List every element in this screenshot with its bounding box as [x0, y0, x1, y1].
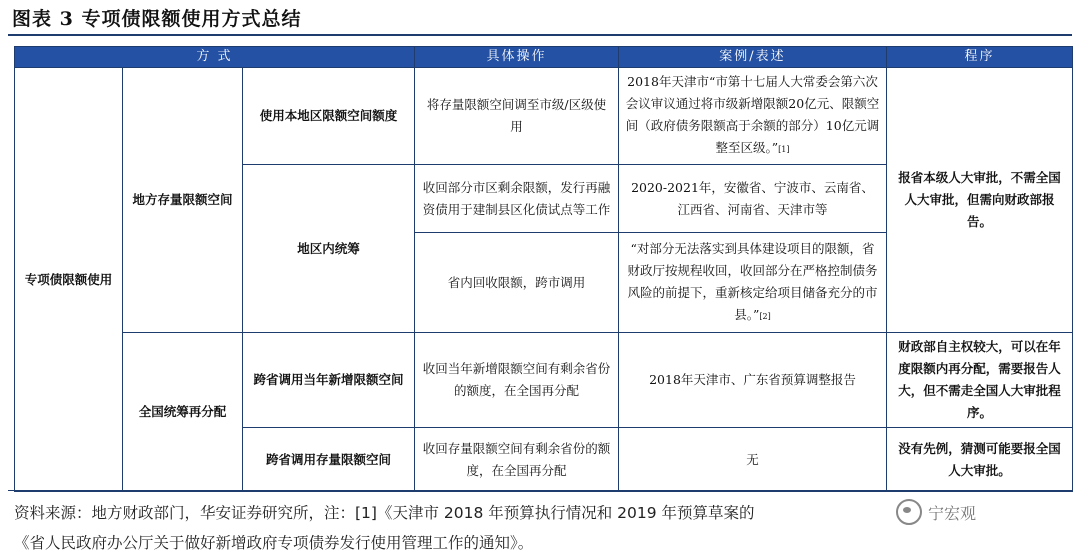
- cross-stock-cell: 跨省调用存量限额空间: [243, 428, 415, 492]
- cross-new-procedure: 财政部自主权较大，可以在年度限额内再分配，需要报告人大，但不需走全国人大审批程序。: [887, 333, 1073, 428]
- cross-stock-operation: 收回存量限额空间有剩余省份的额度，在全国再分配: [415, 428, 619, 492]
- watermark: [888, 497, 1080, 527]
- header-procedure: 程序: [887, 47, 1073, 68]
- local-stock-cell: 地方存量限额空间: [123, 68, 243, 333]
- use-local-operation: 将存量限额空间调至市级/区级使用: [415, 68, 619, 165]
- figure-title: 图表 3 专项债限额使用方式总结: [12, 8, 302, 30]
- cross-stock-case: 无: [619, 428, 887, 492]
- cross-new-operation: 收回当年新增限额空间有剩余省份的额度，在全国再分配: [415, 333, 619, 428]
- summary-table: [14, 46, 1073, 492]
- category-cell: 专项债限额使用: [15, 68, 123, 492]
- note-line-1: 资料来源：地方财政部门，华安证券研究所，注：[1]《天津市 2018 年预算执行情况和 2019 年预算草案的: [14, 504, 755, 522]
- table-row: [15, 333, 1073, 428]
- title-rule: [8, 34, 1072, 36]
- note-line-2: 《省人民政府办公厅关于做好新增政府专项债券发行使用管理工作的通知》。: [14, 534, 534, 552]
- header-row: [15, 47, 1073, 68]
- use-local-case: 2018年天津市“市第十七届人大常委会第六次会议审议通过将市级新增限额20亿元、限额空间（政府债务限额高于余额的部分）10亿元调整至区级。”[1]: [619, 68, 887, 165]
- watermark-text: 宁宏观: [928, 503, 977, 523]
- local-procedure-cell: 报省本级人大审批，不需全国人大审批，但需向财政部报告。: [887, 68, 1073, 333]
- intra-operation-2: 省内回收限额，跨市调用: [415, 233, 619, 333]
- intra-case-2: “对部分无法落实到具体建设项目的限额，省财政厅按规程收回，收回部分在严格控制债务风险的前提下，重新核定给项目储备充分的市县。”[2]: [619, 233, 887, 333]
- citation-1: [1]: [778, 145, 790, 154]
- intra-operation-1: 收回部分市区剩余限额，发行再融资债用于建制县区化债试点等工作: [415, 165, 619, 233]
- title-bar: [0, 0, 1080, 34]
- use-local-cell: 使用本地区限额空间额度: [243, 68, 415, 165]
- header-case: 案例/表述: [619, 47, 887, 68]
- header-method: 方 式: [15, 47, 415, 68]
- wechat-icon: [896, 499, 922, 525]
- intra-case-1: 2020-2021年，安徽省、宁波市、云南省、江西省、河南省、天津市等: [619, 165, 887, 233]
- cross-new-cell: 跨省调用当年新增限额空间: [243, 333, 415, 428]
- header-operation: 具体操作: [415, 47, 619, 68]
- intra-region-cell: 地区内统筹: [243, 165, 415, 333]
- cross-new-case: 2018年天津市、广东省预算调整报告: [619, 333, 887, 428]
- citation-2: [2]: [759, 311, 771, 321]
- national-cell: 全国统筹再分配: [123, 333, 243, 492]
- footer-rule: [8, 490, 1072, 491]
- table-row: [15, 68, 1073, 165]
- cross-stock-procedure: 没有先例，猜测可能要报全国人大审批。: [887, 428, 1073, 492]
